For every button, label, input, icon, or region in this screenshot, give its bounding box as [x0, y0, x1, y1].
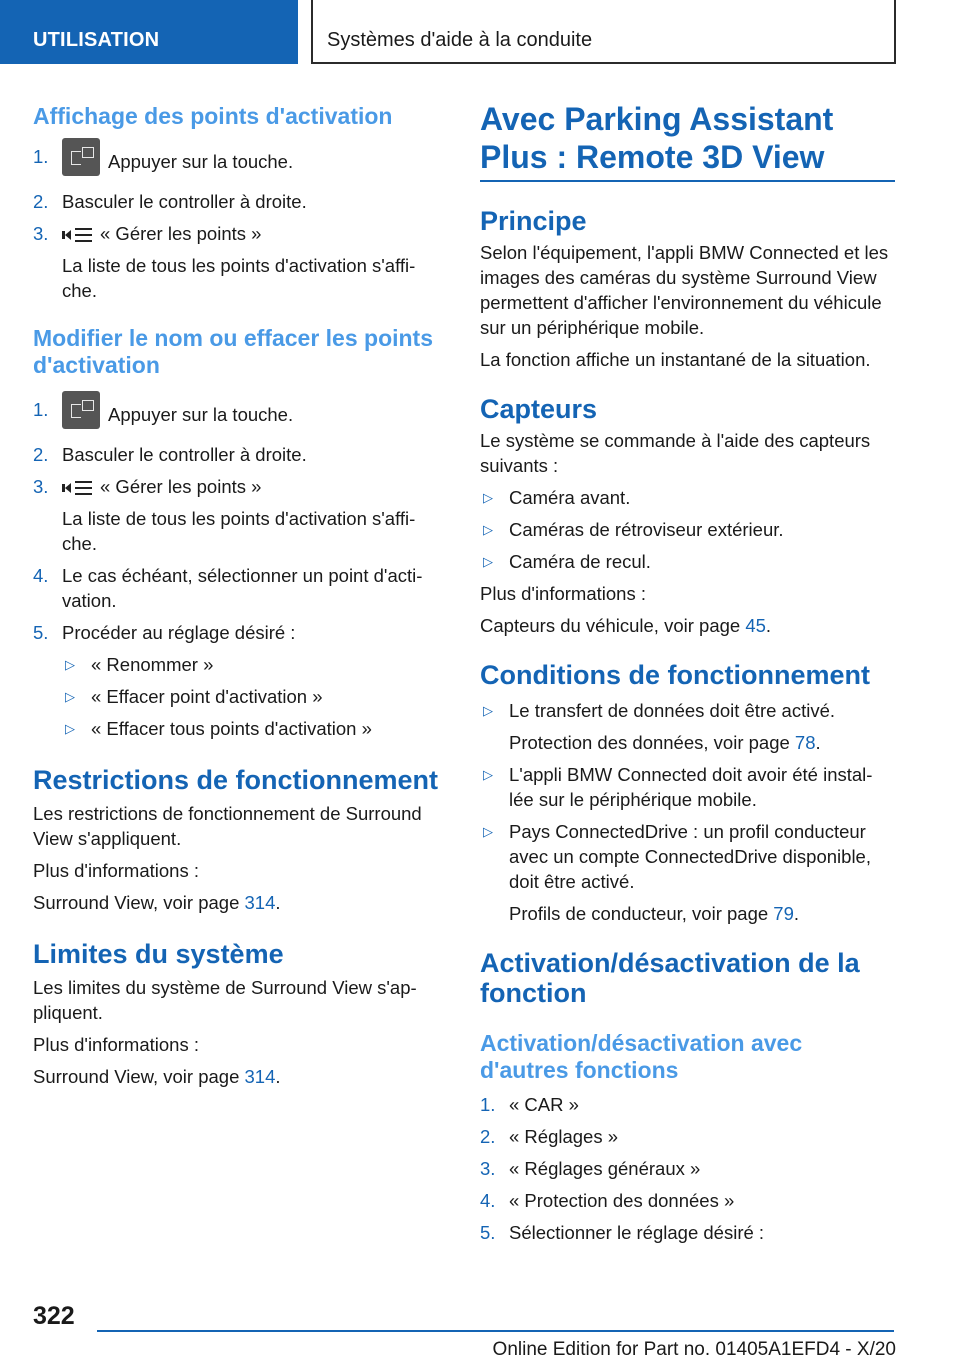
step-number: 3. — [33, 223, 49, 244]
paragraph: Plus d'informations : — [33, 860, 199, 881]
paragraph: Plus d'informations : — [33, 1034, 199, 1055]
triangle-bullet-icon: ▷ — [483, 824, 493, 839]
steps-activation — [480, 1092, 895, 1245]
sensor-text: Caméra avant. — [509, 487, 631, 508]
list-item — [480, 1156, 895, 1181]
points-list-icon — [62, 479, 92, 497]
cross-reference: Surround View, voir page 314. — [33, 1066, 281, 1087]
triangle-bullet-icon: ▷ — [483, 767, 493, 782]
heading-modifier: Modifier le nom ou effacer les points d'activation — [33, 325, 434, 378]
page-link[interactable]: 79 — [773, 903, 794, 924]
step-text: « Réglages » — [509, 1126, 619, 1147]
triangle-bullet-icon: ▷ — [483, 703, 493, 718]
list-item — [480, 517, 895, 542]
page-link[interactable]: 314 — [244, 892, 276, 913]
edition-note: Online Edition for Part no. 01405A1EFD4 - X/20 — [492, 1339, 896, 1360]
list-item — [480, 1092, 895, 1117]
paragraph: Les restrictions de fonctionnement de Surround View s'appliquent. — [33, 803, 422, 849]
steps-modifier — [33, 397, 443, 741]
chapter-heading: Avec Parking Assistant Plus : Remote 3D View — [480, 101, 834, 175]
paragraph: La fonction affiche un instantané de la situation. — [480, 349, 871, 370]
list-item — [480, 1124, 895, 1149]
sensor-text: Caméra de recul. — [509, 551, 651, 572]
paragraph: Le système se commande à l'aide des capteurs suivants : — [480, 430, 871, 476]
page-link[interactable]: 314 — [244, 1066, 276, 1087]
step-text: Appuyer sur la touche. — [108, 403, 294, 425]
option-text: « Effacer point d'activation » — [91, 686, 323, 707]
step-text: Sélectionner le réglage désiré : — [509, 1222, 765, 1243]
step-text: Appuyer sur la touche. — [108, 150, 294, 172]
step-note: La liste de tous les points d'activation s'affi-che. — [62, 508, 416, 554]
section-title: Systèmes d'aide à la conduite — [327, 29, 593, 51]
cross-reference: Capteurs du véhicule, voir page 45. — [480, 615, 772, 636]
list-item — [480, 819, 895, 926]
list-item — [480, 1220, 895, 1245]
step-number: 2. — [33, 444, 49, 465]
page-number: 322 — [33, 1302, 75, 1330]
triangle-bullet-icon: ▷ — [65, 689, 75, 704]
step-text: « Gérer les points » — [100, 223, 262, 244]
heading-capteurs: Capteurs — [480, 394, 598, 424]
list-item — [62, 716, 443, 741]
step-number: 3. — [480, 1158, 496, 1179]
left-column — [33, 100, 443, 1089]
condition-text: Pays ConnectedDrive : un profil conducteur avec un compte ConnectedDrive disponible, doit être activé. — [509, 821, 871, 892]
heading-rule — [480, 180, 895, 182]
step-number: 4. — [33, 565, 49, 586]
right-column — [480, 100, 895, 1245]
list-item — [480, 762, 895, 812]
list-item — [480, 698, 895, 755]
footer-rule — [97, 1330, 894, 1332]
triangle-bullet-icon: ▷ — [483, 522, 493, 537]
list-item — [33, 189, 443, 214]
step-text: « CAR » — [509, 1094, 579, 1115]
list-item — [62, 652, 443, 677]
points-list-icon — [62, 226, 92, 244]
list-item — [480, 485, 895, 510]
step-text: Basculer le controller à droite. — [62, 444, 307, 465]
triangle-bullet-icon: ▷ — [65, 657, 75, 672]
heading-activation: Activation/désactivation de la fonction — [480, 948, 860, 1008]
step-text: Le cas échéant, sélectionner un point d'acti-vation. — [62, 565, 423, 611]
chapter-label: UTILISATION — [33, 29, 160, 51]
cross-reference: Surround View, voir page 314. — [33, 892, 281, 913]
chapter-tab — [0, 0, 298, 64]
step-number: 4. — [480, 1190, 496, 1211]
list-item — [33, 620, 443, 741]
menu-button-icon — [62, 391, 100, 429]
step-text: « Protection des données » — [509, 1190, 735, 1211]
step-number: 5. — [480, 1222, 496, 1243]
step-text: « Gérer les points » — [100, 476, 262, 497]
triangle-bullet-icon: ▷ — [483, 490, 493, 505]
list-item — [33, 221, 443, 303]
list-item — [62, 684, 443, 709]
option-text: « Effacer tous points d'activation » — [91, 718, 372, 739]
step-number: 1. — [33, 399, 49, 420]
list-item — [33, 144, 443, 182]
paragraph: Les limites du système de Surround View s'ap-pliquent. — [33, 977, 417, 1023]
page-link[interactable]: 78 — [794, 732, 816, 753]
menu-button-icon — [62, 138, 100, 176]
sensor-text: Caméras de rétroviseur extérieur. — [509, 519, 784, 540]
page-link[interactable]: 45 — [745, 615, 766, 636]
triangle-bullet-icon: ▷ — [65, 721, 75, 736]
cross-reference: Protection des données, voir page 78. — [509, 732, 821, 753]
step-number: 2. — [480, 1126, 496, 1147]
triangle-bullet-icon: ▷ — [483, 554, 493, 569]
option-text: « Renommer » — [91, 654, 214, 675]
step-number: 1. — [33, 146, 49, 167]
list-item — [33, 397, 443, 435]
paragraph: Plus d'informations : — [480, 583, 646, 604]
list-item — [480, 1188, 895, 1213]
heading-conditions: Conditions de fonctionnement — [480, 660, 870, 690]
section-header — [311, 0, 896, 64]
list-item — [33, 474, 443, 556]
condition-text: L'appli BMW Connected doit avoir été instal-lée sur le périphérique mobile. — [509, 764, 873, 810]
step-number: 3. — [33, 476, 49, 497]
condition-text: Le transfert de données doit être activé. — [509, 700, 836, 721]
list-item — [480, 549, 895, 574]
step-text: Procéder au réglage désiré : — [62, 622, 296, 643]
steps-affichage — [33, 144, 443, 303]
paragraph: Selon l'équipement, l'appli BMW Connected et les images des caméras du système Surround View permettent d'afficher l'environnement du véhicule sur un périphérique mobile. — [480, 242, 889, 338]
heading-principe: Principe — [480, 206, 587, 236]
heading-restrictions: Restrictions de fonctionnement — [33, 765, 439, 795]
step-text: Basculer le controller à droite. — [62, 191, 307, 212]
step-number: 1. — [480, 1094, 496, 1115]
step-text: « Réglages généraux » — [509, 1158, 701, 1179]
step-note: La liste de tous les points d'activation s'affi-che. — [62, 255, 416, 301]
cross-reference: Profils de conducteur, voir page 79. — [509, 903, 800, 924]
subheading-activation: Activation/désactivation avec d'autres fonctions — [480, 1030, 803, 1083]
list-item — [33, 442, 443, 467]
step-number: 2. — [33, 191, 49, 212]
list-item — [33, 563, 443, 613]
step-number: 5. — [33, 622, 49, 643]
heading-affichage: Affichage des points d'activation — [33, 103, 393, 129]
heading-limites: Limites du système — [33, 939, 284, 969]
